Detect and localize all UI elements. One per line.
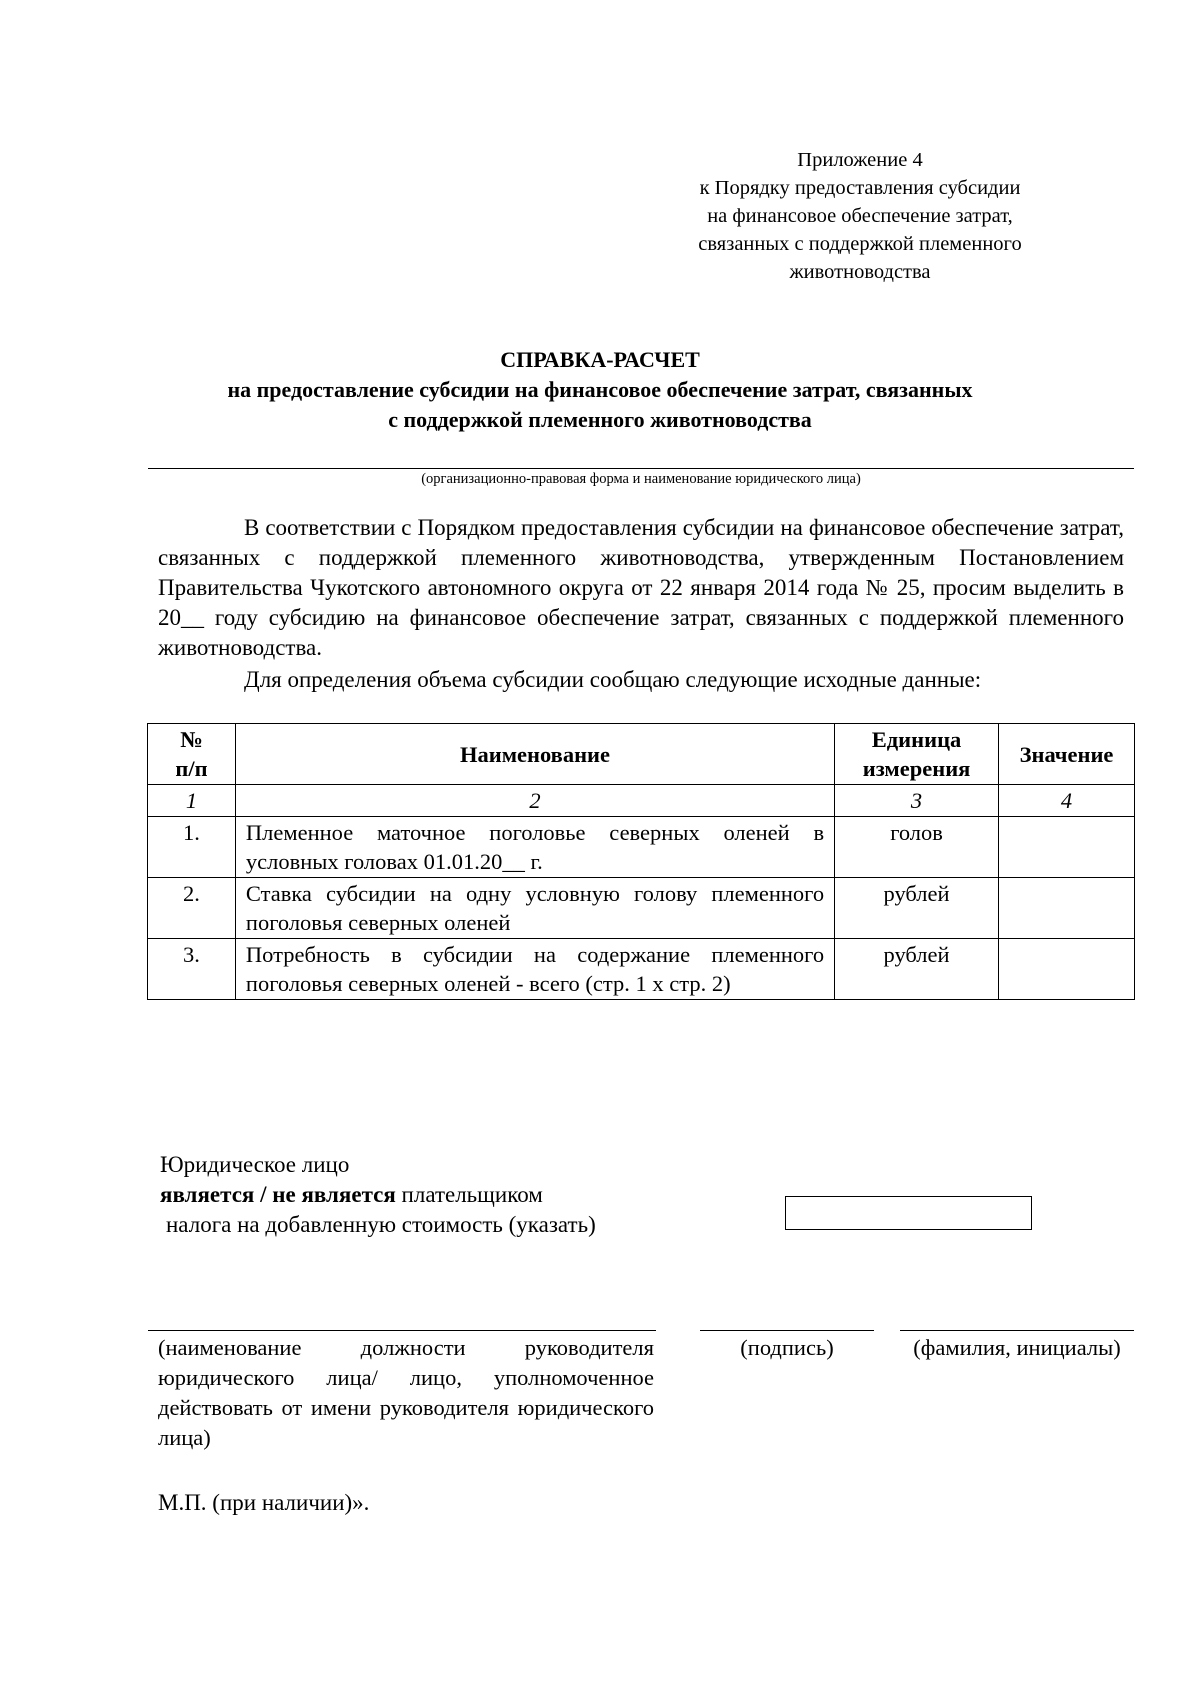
header-value: Значение bbox=[999, 724, 1135, 785]
column-number: 4 bbox=[999, 785, 1135, 817]
header-unit bbox=[835, 724, 999, 785]
row-name: Племенное маточное поголовье северных оленей в условных головах 01.01.20__ г. bbox=[235, 817, 834, 878]
vat-statement bbox=[160, 1150, 596, 1240]
column-number: 3 bbox=[835, 785, 999, 817]
vat-line2-rest: плательщиком bbox=[395, 1182, 543, 1207]
vat-status-options: является / не является bbox=[160, 1182, 396, 1207]
vat-line1: Юридическое лицо bbox=[160, 1152, 350, 1177]
title-main: СПРАВКА-РАСЧЕТ bbox=[500, 347, 700, 372]
header-number-line1: № bbox=[180, 727, 203, 752]
annex-line: на финансовое обеспечение затрат, bbox=[707, 205, 1013, 227]
column-number-row bbox=[148, 785, 1135, 817]
header-unit-line1: Единица bbox=[871, 727, 962, 752]
vat-input-box[interactable] bbox=[785, 1196, 1032, 1230]
annex-line: связанных с поддержкой племенного bbox=[698, 233, 1022, 255]
org-name-caption: (организационно-правовая форма и наименование юридического лица) bbox=[421, 471, 861, 487]
annex-line: к Порядку предоставления субсидии bbox=[699, 177, 1021, 199]
table-row bbox=[148, 878, 1135, 939]
source-data-table bbox=[147, 723, 1135, 1000]
title-subtitle-line: на предоставление субсидии на финансовое обеспечение затрат, связанных bbox=[227, 377, 973, 402]
annex-line: животноводства bbox=[789, 261, 931, 283]
vat-line2 bbox=[160, 1180, 596, 1210]
org-name-line[interactable] bbox=[148, 468, 1134, 469]
name-signature-line[interactable] bbox=[900, 1330, 1134, 1331]
stamp-note: М.П. (при наличии)». bbox=[158, 1490, 370, 1515]
header-name: Наименование bbox=[235, 724, 834, 785]
row-unit: голов bbox=[835, 817, 999, 878]
row-name: Потребность в субсидии на содержание племенного поголовья северных оленей - всего (стр. 1 х стр. 2) bbox=[235, 939, 834, 1000]
row-unit: рублей bbox=[835, 878, 999, 939]
row-unit: рублей bbox=[835, 939, 999, 1000]
name-caption: (фамилия, инициалы) bbox=[913, 1335, 1121, 1360]
header-unit-line2: измерения bbox=[862, 756, 971, 781]
row-number: 1. bbox=[148, 817, 236, 878]
signature-line[interactable] bbox=[700, 1330, 874, 1331]
data-intro-paragraph: Для определения объема субсидии сообщаю следующие исходные данные: bbox=[244, 667, 982, 692]
annex-header bbox=[660, 146, 1060, 286]
table-row bbox=[148, 817, 1135, 878]
row-number: 2. bbox=[148, 878, 236, 939]
row-number: 3. bbox=[148, 939, 236, 1000]
position-signature-line[interactable] bbox=[148, 1330, 656, 1331]
row-name: Ставка субсидии на одну условную голову племенного поголовья северных оленей bbox=[235, 878, 834, 939]
row-value-cell[interactable] bbox=[999, 878, 1135, 939]
signature-caption: (подпись) bbox=[740, 1335, 834, 1360]
table-header-row bbox=[148, 724, 1135, 785]
header-number-line2: п/п bbox=[175, 756, 208, 781]
table-row bbox=[148, 939, 1135, 1000]
annex-line: Приложение 4 bbox=[797, 149, 923, 171]
column-number: 1 bbox=[148, 785, 236, 817]
title-subtitle-line: с поддержкой племенного животноводства bbox=[388, 407, 812, 432]
row-value-cell[interactable] bbox=[999, 939, 1135, 1000]
column-number: 2 bbox=[235, 785, 834, 817]
position-caption: (наименование должности руководителя юридического лица/ лицо, уполномоченное действовать от имени руководителя юридического лица) bbox=[158, 1335, 654, 1450]
header-number bbox=[148, 724, 236, 785]
row-value-cell[interactable] bbox=[999, 817, 1135, 878]
request-paragraph: В соответствии с Порядком предоставления субсидии на финансовое обеспечение затрат, связанных с поддержкой племенного животноводства, утвержденным Постановлением Правительства Чукотского автономного округа от 22 января 2014 года № 25, просим выделить в 20__ году субсидию на финансовое обеспечение затрат, связанных с поддержкой племенного животноводства. bbox=[158, 515, 1124, 660]
document-title bbox=[140, 345, 1060, 435]
vat-line3: налога на добавленную стоимость (указать) bbox=[166, 1212, 596, 1237]
